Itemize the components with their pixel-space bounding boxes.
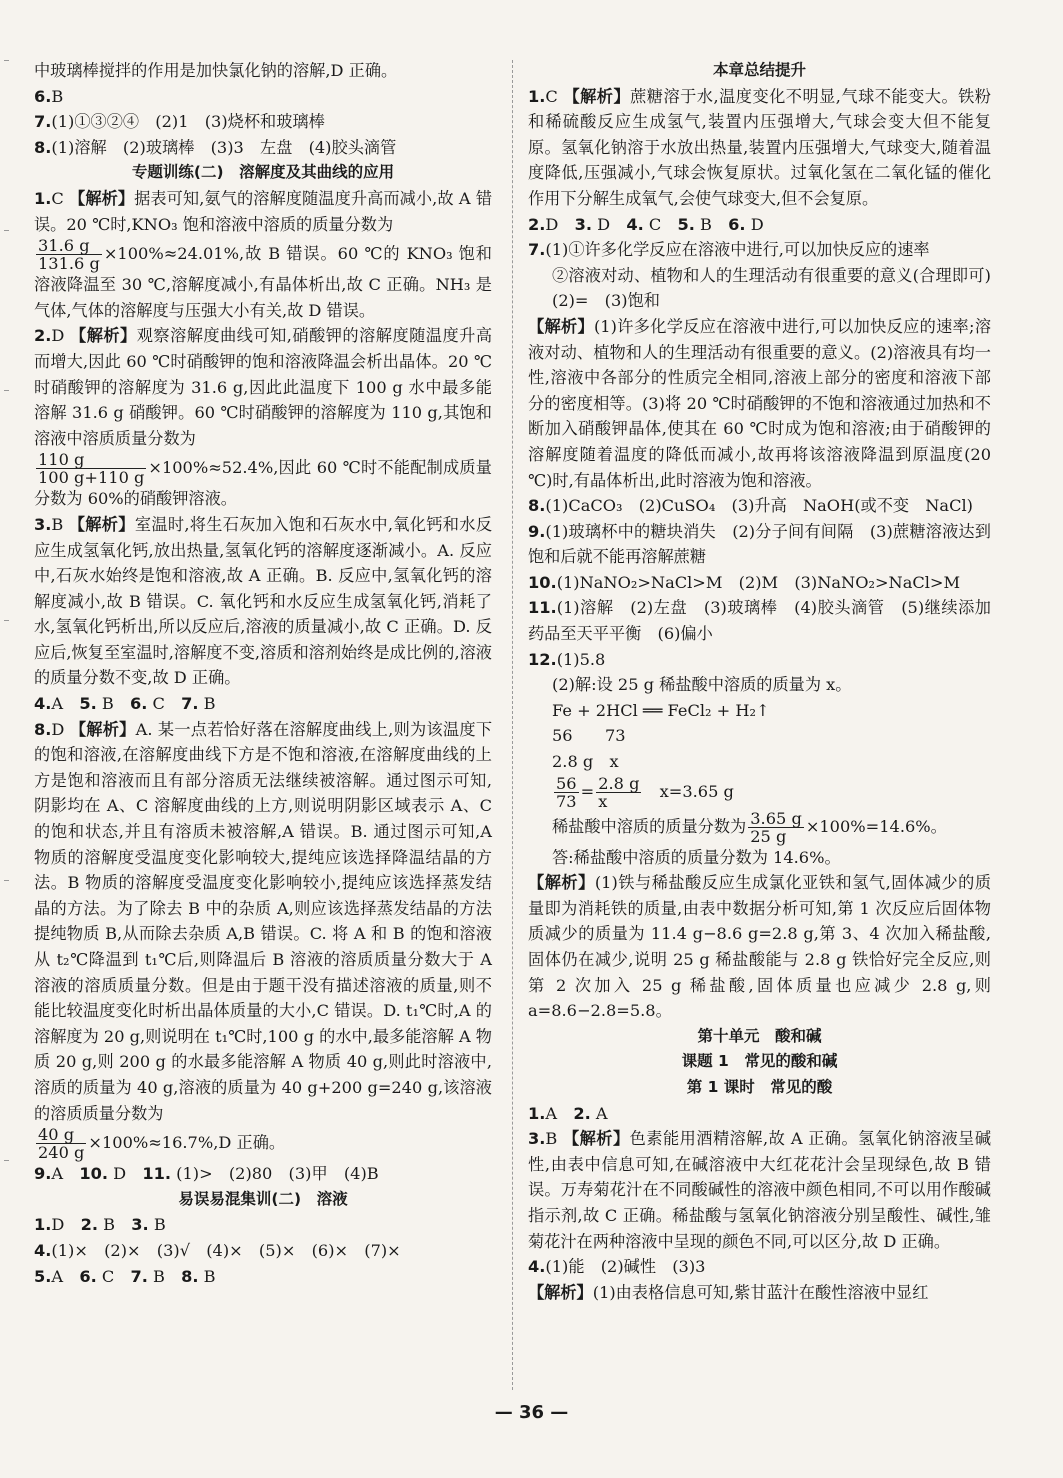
section-heading: 第十单元 酸和碱	[697, 1026, 822, 1045]
left-column	[34, 58, 492, 1289]
column-divider	[512, 60, 513, 1390]
right-answer-line: 10.(1)NaNO₂>NaCl>M (2)M (3)NaNO₂>NaCl>M	[528, 572, 961, 592]
left-answer-line: 3.B 【解析】室温时,将生石灰加入饱和石灰水中,氧化钙和水反应生成氢氧化钙,放出热量,氢氧化钙的溶解度逐渐减小。A. 反应中,石灰水始终是饱和溶液,故 A 正确。B. 反应中,氢氧化钙的溶解度减小,故 B 错误。C. 氧化钙和水反应生成氢氧化钙,消耗了水,氢氧化钙析出,所以反应后,溶液的质量减小,故 C 正确。D. 反应后,恢复至室温时,溶解度不变,溶质和溶剂始终是成比例的,溶液的质量分数不变,故 D 正确。	[34, 514, 493, 688]
left-answer-line: 5.A 6. C 7. B 8. B	[34, 1266, 216, 1286]
left-answer-line: 2.D 【解析】观察溶解度曲线可知,硝酸钾的溶解度随温度升高而增大,因此 60 ℃时硝酸钾的饱和溶液降温会析出晶体。20 ℃时硝酸钾的溶解度为 31.6 g,因此此温度下 100 g 水中最多能溶解 31.6 g 硝酸钾。60 ℃时硝酸钾的溶解度为 110 g,其饱和溶液中溶质质量分数为	[34, 326, 493, 448]
right-answer-line: 稀盐酸中溶质的质量分数为 $\frac{3.65 g}{25 g}$ ×100%=14.6%。	[552, 808, 947, 846]
right-answer-line: 2.D 3. D 4. C 5. B 6. D	[528, 214, 764, 234]
right-answer-line: 4.(1)能 (2)碱性 (3)3	[528, 1257, 706, 1277]
right-answer-line: (2)解:设 25 g 稀盐酸中溶质的质量为 x。	[552, 675, 852, 695]
right-answer-line: 1.A 2. A	[528, 1103, 608, 1123]
left-answer-line: 6.B	[34, 86, 64, 106]
left-answer-line: $\frac{110 g}{100 g+110 g}$ ×100%≈52.4%,因此 60 ℃时不能配制成质量分数为 60%的硝酸钾溶液。	[34, 450, 492, 509]
left-answer-line: 4.A 5. B 6. C 7. B	[34, 694, 216, 714]
right-answer-line: 答:稀盐酸中溶质的质量分数为 14.6%。	[552, 847, 841, 867]
page-number: — 36 —	[494, 1402, 569, 1423]
fraction: $\frac{31.6 g}{131.6 g}$	[38, 236, 100, 274]
right-answer-line: $\frac{56}{73}$ = $\frac{2.8 g}{x}$ x=3.65 g	[556, 773, 734, 811]
right-answer-line: 11.(1)溶解 (2)左盘 (3)玻璃棒 (4)胶头滴管 (5)继续添加药品至天平平衡 (6)偏小	[528, 598, 991, 644]
left-answer-line: 1.D 2. B 3. B	[34, 1215, 166, 1235]
left-answer-line: $\frac{31.6 g}{131.6 g}$ ×100%≈24.01%,故 B 错误。60 ℃的 KNO₃ 饱和溶液降温至 30 ℃,溶解度减小,有晶体析出,故 C 正确。NH₃ 是气体,气体的溶解度与压强大小有关,故 D 错误。	[34, 236, 492, 320]
section-heading: 第 1 课时 常见的酸	[686, 1077, 833, 1096]
left-answer-line: 9.A 10. D 11. (1)> (2)80 (3)甲 (4)B	[34, 1164, 379, 1184]
right-answer-line: ②溶液对动、植物和人的生理活动有很重要的意义(合理即可) (2)= (3)饱和	[552, 265, 1008, 311]
left-answer-line: 7.(1)①③②④ (2)1 (3)烧杯和玻璃棒	[34, 112, 325, 132]
fraction: $\frac{3.65 g}{25 g}$	[750, 808, 802, 846]
right-answer-line: 【解析】(1)铁与稀盐酸反应生成氯化亚铁和氢气,固体减少的质量即为消耗铁的质量,由表中数据分析可知,第 1 次反应后固体物质减少的质量为 11.4 g−8.6 g=2.8 g,第 3、4 次加入稀盐酸,固体仍在减少,说明 25 g 稀盐酸能与 2.8 g 铁恰好完全反应,则第 2 次加入 25 g 稀盐酸,固体质量也应减少 2.8 g,则 a=8.6−2.8=5.8。	[528, 873, 992, 1021]
left-answer-line: 8.(1)溶解 (2)玻璃棒 (3)3 左盘 (4)胶头滴管	[34, 137, 397, 157]
left-answer-line: 中玻璃棒搅拌的作用是加快氯化钠的溶解,D 正确。	[34, 61, 398, 80]
section-heading: 专题训练(二) 溶解度及其曲线的应用	[131, 163, 395, 182]
section-heading: 课题 1 常见的酸和碱	[681, 1052, 838, 1071]
left-answer-line: 4.(1)× (2)× (3)√ (4)× (5)× (6)× (7)×	[34, 1240, 401, 1260]
right-answer-line: 2.8 g x	[552, 752, 619, 772]
section-heading: 易误易混集训(二) 溶液	[178, 1189, 348, 1208]
left-answer-line: $\frac{40 g}{240 g}$ ×100%≈16.7%,D 正确。	[38, 1125, 286, 1163]
section-heading: 本章总结提升	[712, 61, 806, 79]
fraction: $\frac{2.8 g}{x}$	[598, 773, 640, 811]
left-answer-line: 1.C 【解析】据表可知,氨气的溶解度随温度升高而减小,故 A 错误。20 ℃时,KNO₃ 饱和溶液中溶质的质量分数为	[34, 188, 493, 234]
fraction: $\frac{40 g}{240 g}$	[38, 1125, 85, 1163]
right-answer-line: 【解析】(1)由表格信息可知,紫甘蓝汁在酸性溶液中显红	[528, 1282, 929, 1302]
left-answer-line: 8.D 【解析】A. 某一点若恰好落在溶解度曲线上,则为该温度下的饱和溶液,在溶解度曲线下方是不饱和溶液,在溶解度曲线的上方是饱和溶液而且有部分溶质无法继续被溶解。通过图示可知,阴影均在 A、C 溶解度曲线的上方,则说明阴影区域表示 A、C 的饱和状态,并且有溶质未被溶解,A 错误。B. 通过图示可知,A 物质的溶解度受温度变化影响较大,提纯应该选择降温结晶的方法。B 物质的溶解度受温度变化影响较小,提纯应该选择蒸发结晶的方法。为了除去 B 中的杂质 A,则应该选择蒸发结晶的方法提纯物质 B,从而除去杂质 A,B 错误。C. 将 A 和 B 的饱和溶液从 t₂℃降温到 t₁℃后,则降温后 B 溶液的溶质质量分数大于 A 溶液的溶质质量分数。但是由于题干没有描述溶液的质量,则不能比较温度变化时析出晶体质量的大小,C 错误。D. t₁℃时,A 的溶解度为 20 g,则说明在 t₁℃时,100 g 的水中,最多能溶解 A 物质 20 g,则 200 g 的水最多能溶解 A 物质 40 g,则此时溶液中,溶质的质量为 40 g,溶液的质量为 40 g+200 g=240 g,该溶液的溶质质量分数为	[34, 719, 493, 1123]
right-answer-line: 9.(1)玻璃杯中的糖块消失 (2)分子间有间隔 (3)蔗糖溶液达到饱和后就不能再溶解蔗糖	[528, 521, 991, 567]
right-answer-line: 3.B 【解析】色素能用酒精溶解,故 A 正确。氢氧化钠溶液呈碱性,由表中信息可知,在碱溶液中大红花花汁会呈现绿色,故 B 错误。万寿菊花汁在不同酸碱性的溶液中颜色相同,不可以用作酸碱指示剂,故 C 正确。稀盐酸与氢氧化钠溶液分别呈酸性、碱性,雏菊花汁在两种溶液中呈现的颜色不同,可以区分,故 D 正确。	[528, 1129, 992, 1251]
fraction: $\frac{110 g}{100 g+110 g}$	[38, 450, 145, 488]
binding-edge-marks	[4, 60, 10, 1360]
right-answer-line: 1.C 【解析】蔗糖溶于水,温度变化不明显,气球不能变大。铁粉和稀硫酸反应生成氢气,装置内压强增大,气球会变大但不能复原。氢氧化钠溶于水放出热量,装置内压强增大,气球变大,随着温度降低,压强减小,气球会恢复原状。过氧化氢在二氧化锰的催化作用下分解生成氧气,会使气球变大,但不会复原。	[528, 86, 991, 208]
right-answer-line: 8.(1)CaCO₃ (2)CuSO₄ (3)升高 NaOH(或不变 NaCl)	[528, 496, 973, 516]
right-answer-line: 7.(1)①许多化学反应在溶液中进行,可以加快反应的速率	[528, 240, 930, 260]
right-answer-line: 12.(1)5.8	[528, 649, 606, 669]
fraction: $\frac{56}{73}$	[556, 773, 577, 811]
right-answer-line: 56 73	[552, 726, 626, 746]
right-answer-line: 【解析】(1)许多化学反应在溶液中进行,可以加快反应的速率;溶液对动、植物和人的生理活动有很重要的意义。(2)溶液具有均一性,溶液中各部分的性质完全相同,溶液上部分的密度和溶液下部分的密度相等。(3)将 20 ℃时硝酸钾的不饱和溶液通过加热和不断加入硝酸钾晶体,使其在 60 ℃时成为饱和溶液;由于硝酸钾的溶解度随着温度的降低而减小,故再将该溶液降温到原温度(20 ℃)时,有晶体析出,此时溶液为饱和溶液。	[528, 316, 992, 490]
right-column	[528, 58, 1008, 1305]
right-answer-line: Fe + 2HCl ══ FeCl₂ + H₂↑	[552, 700, 770, 720]
